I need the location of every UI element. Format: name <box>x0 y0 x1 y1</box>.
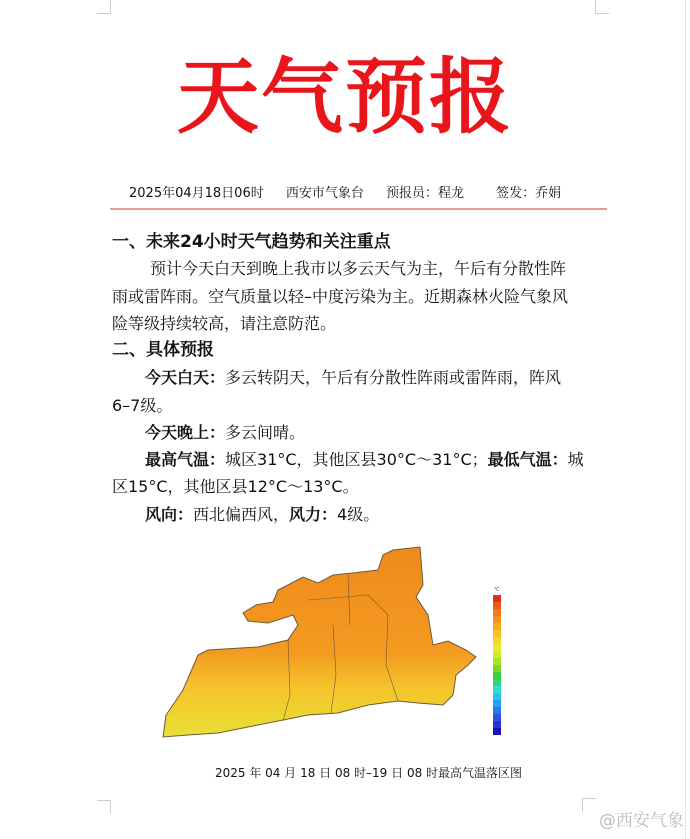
label: 今天晚上： <box>145 423 226 442</box>
legend-swatch <box>493 714 501 721</box>
paragraph-line: 险等级持续较高，请注意防范。 <box>112 314 337 333</box>
map-region <box>163 547 476 737</box>
legend-swatch <box>493 679 501 686</box>
legend-swatch <box>493 665 501 672</box>
agency: 西安市气象台 <box>285 186 364 201</box>
section2-heading: 二、具体预报 <box>112 340 214 360</box>
label: 最高气温： <box>145 450 226 469</box>
label: 最低气温： <box>487 450 568 469</box>
crop-mark <box>97 0 111 14</box>
forecaster: 预报员：程龙 <box>386 186 465 201</box>
legend-swatch <box>493 609 501 616</box>
map-caption: 2025 年 04 月 18 日 08 时–19 日 08 时最高气温落区图 <box>215 766 523 780</box>
value: 多云间晴。 <box>225 423 306 442</box>
issuer: 签发：乔娟 <box>496 186 562 201</box>
legend-swatch <box>493 602 501 609</box>
legend-swatch <box>493 623 501 630</box>
legend-swatch <box>493 707 501 714</box>
temperature-map <box>158 545 508 740</box>
legend-swatch <box>493 595 501 602</box>
night-forecast <box>145 423 305 443</box>
issue-time: 2025年04月18日06时 <box>129 186 264 201</box>
section1-heading: 一、未来24小时天气趋势和关注重点 <box>112 232 391 252</box>
daytime-forecast <box>145 368 561 388</box>
legend-swatch <box>493 728 501 735</box>
value: 西北偏西风， <box>193 505 290 524</box>
crop-mark <box>97 800 111 814</box>
value: 多云转阴天，午后有分散性阵雨或雷阵雨，阵风 <box>225 368 562 387</box>
legend-unit: ℃ <box>494 587 500 593</box>
value: 4级。 <box>337 505 380 524</box>
daytime-forecast-cont: 6–7级。 <box>112 396 173 415</box>
legend-swatch <box>493 616 501 623</box>
value: 城 <box>567 450 584 469</box>
color-legend <box>493 595 501 735</box>
temperature-forecast <box>145 450 584 470</box>
label: 今天白天： <box>145 368 226 387</box>
value: 城区31°C，其他区县30°C～31°C； <box>225 450 488 469</box>
wind-forecast <box>145 505 379 525</box>
legend-swatch <box>493 686 501 693</box>
legend-swatch <box>493 651 501 658</box>
legend-swatch <box>493 644 501 651</box>
crop-mark <box>595 0 609 14</box>
paragraph-line: 预计今天白天到晚上我市以多云天气为主，午后有分散性阵 <box>150 259 567 278</box>
legend-swatch <box>493 700 501 707</box>
crop-mark <box>582 798 596 812</box>
temperature-forecast-cont: 区15°C，其他区县12°C～13°C。 <box>112 477 359 496</box>
legend-swatch <box>493 721 501 728</box>
legend-swatch <box>493 672 501 679</box>
page-title: 天气预报 <box>176 50 513 145</box>
legend-swatch <box>493 637 501 644</box>
header-meta <box>129 182 579 201</box>
legend-swatch <box>493 658 501 665</box>
legend-swatch <box>493 630 501 637</box>
paragraph-line: 雨或雷阵雨。空气质量以轻–中度污染为主。近期森林火险气象风 <box>112 287 569 306</box>
header-divider <box>110 208 607 210</box>
watermark: @西安气象 <box>599 811 684 831</box>
label: 风向： <box>145 505 194 524</box>
label: 风力： <box>289 505 338 524</box>
legend-swatch <box>493 693 501 700</box>
